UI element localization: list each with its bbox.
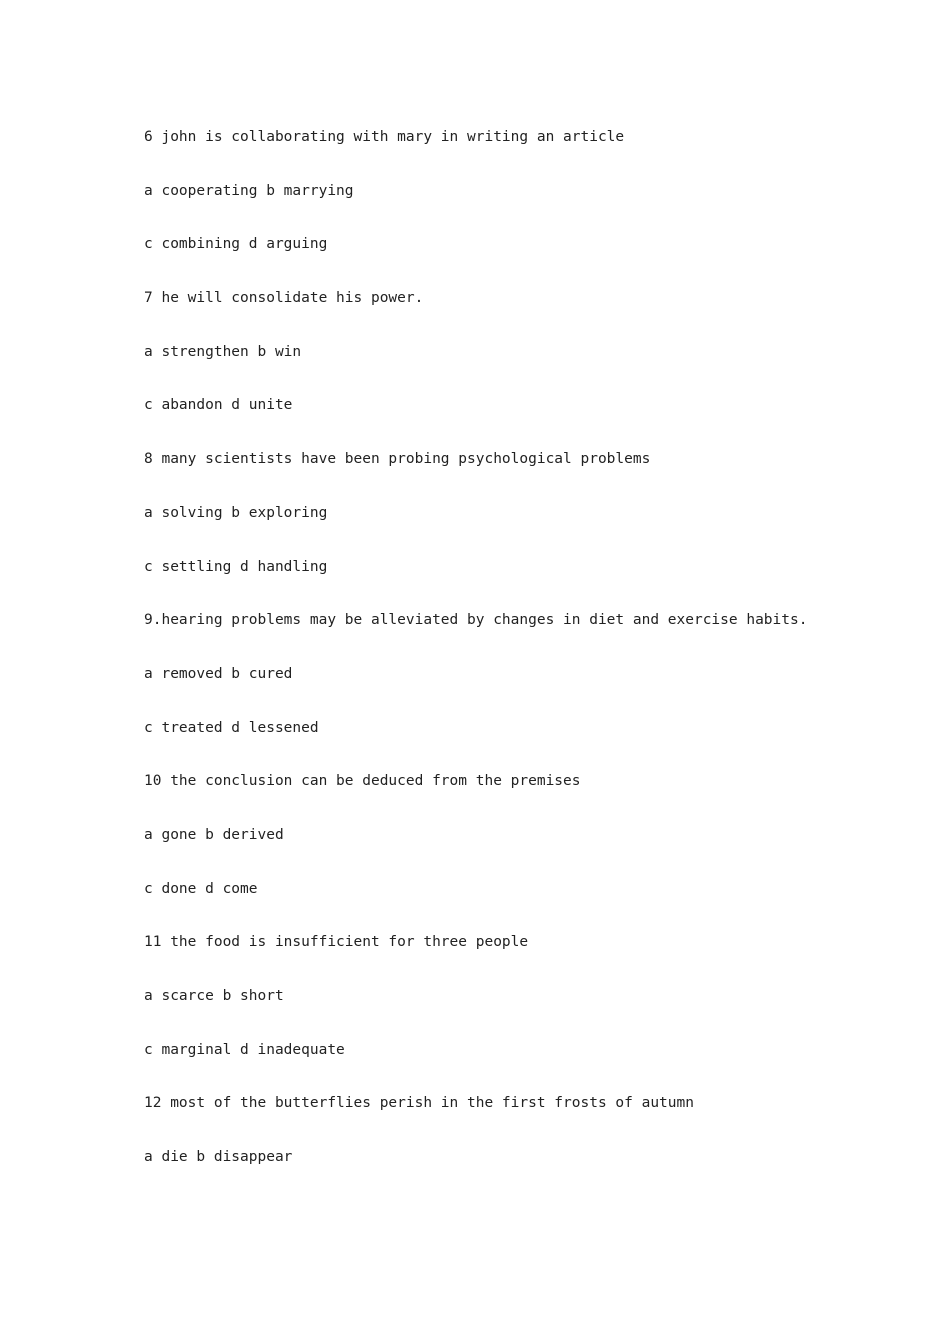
- question-6-options-ab: a cooperating b marrying: [144, 182, 354, 199]
- question-11: 11 the food is insufficient for three people: [144, 934, 529, 951]
- question-9-options-cd: c treated d lessened: [144, 719, 319, 736]
- question-9: 9.hearing problems may be alleviated by changes in diet and exercise habits.: [144, 612, 808, 629]
- question-12: 12 most of the butterflies perish in the first frosts of autumn: [144, 1095, 694, 1112]
- question-10: 10 the conclusion can be deduced from the premises: [144, 773, 581, 790]
- question-7-options-ab: a strengthen b win: [144, 343, 302, 360]
- question-8-options-cd: c settling d handling: [144, 558, 328, 575]
- vocabulary-exercise: [144, 126, 924, 1200]
- question-9-options-ab: a removed b cured: [144, 665, 293, 682]
- question-6-options-cd: c combining d arguing: [144, 236, 328, 253]
- question-7: 7 he will consolidate his power.: [144, 290, 424, 307]
- question-10-options-cd: c done d come: [144, 880, 258, 897]
- question-7-options-cd: c abandon d unite: [144, 397, 293, 414]
- question-12-options-ab: a die b disappear: [144, 1149, 293, 1166]
- question-10-options-ab: a gone b derived: [144, 826, 284, 843]
- question-11-options-ab: a scarce b short: [144, 988, 284, 1004]
- question-8: 8 many scientists have been probing psychological problems: [144, 451, 651, 468]
- question-8-options-ab: a solving b exploring: [144, 504, 328, 521]
- question-6: 6 john is collaborating with mary in writing an article: [144, 129, 625, 145]
- question-11-options-cd: c marginal d inadequate: [144, 1041, 345, 1058]
